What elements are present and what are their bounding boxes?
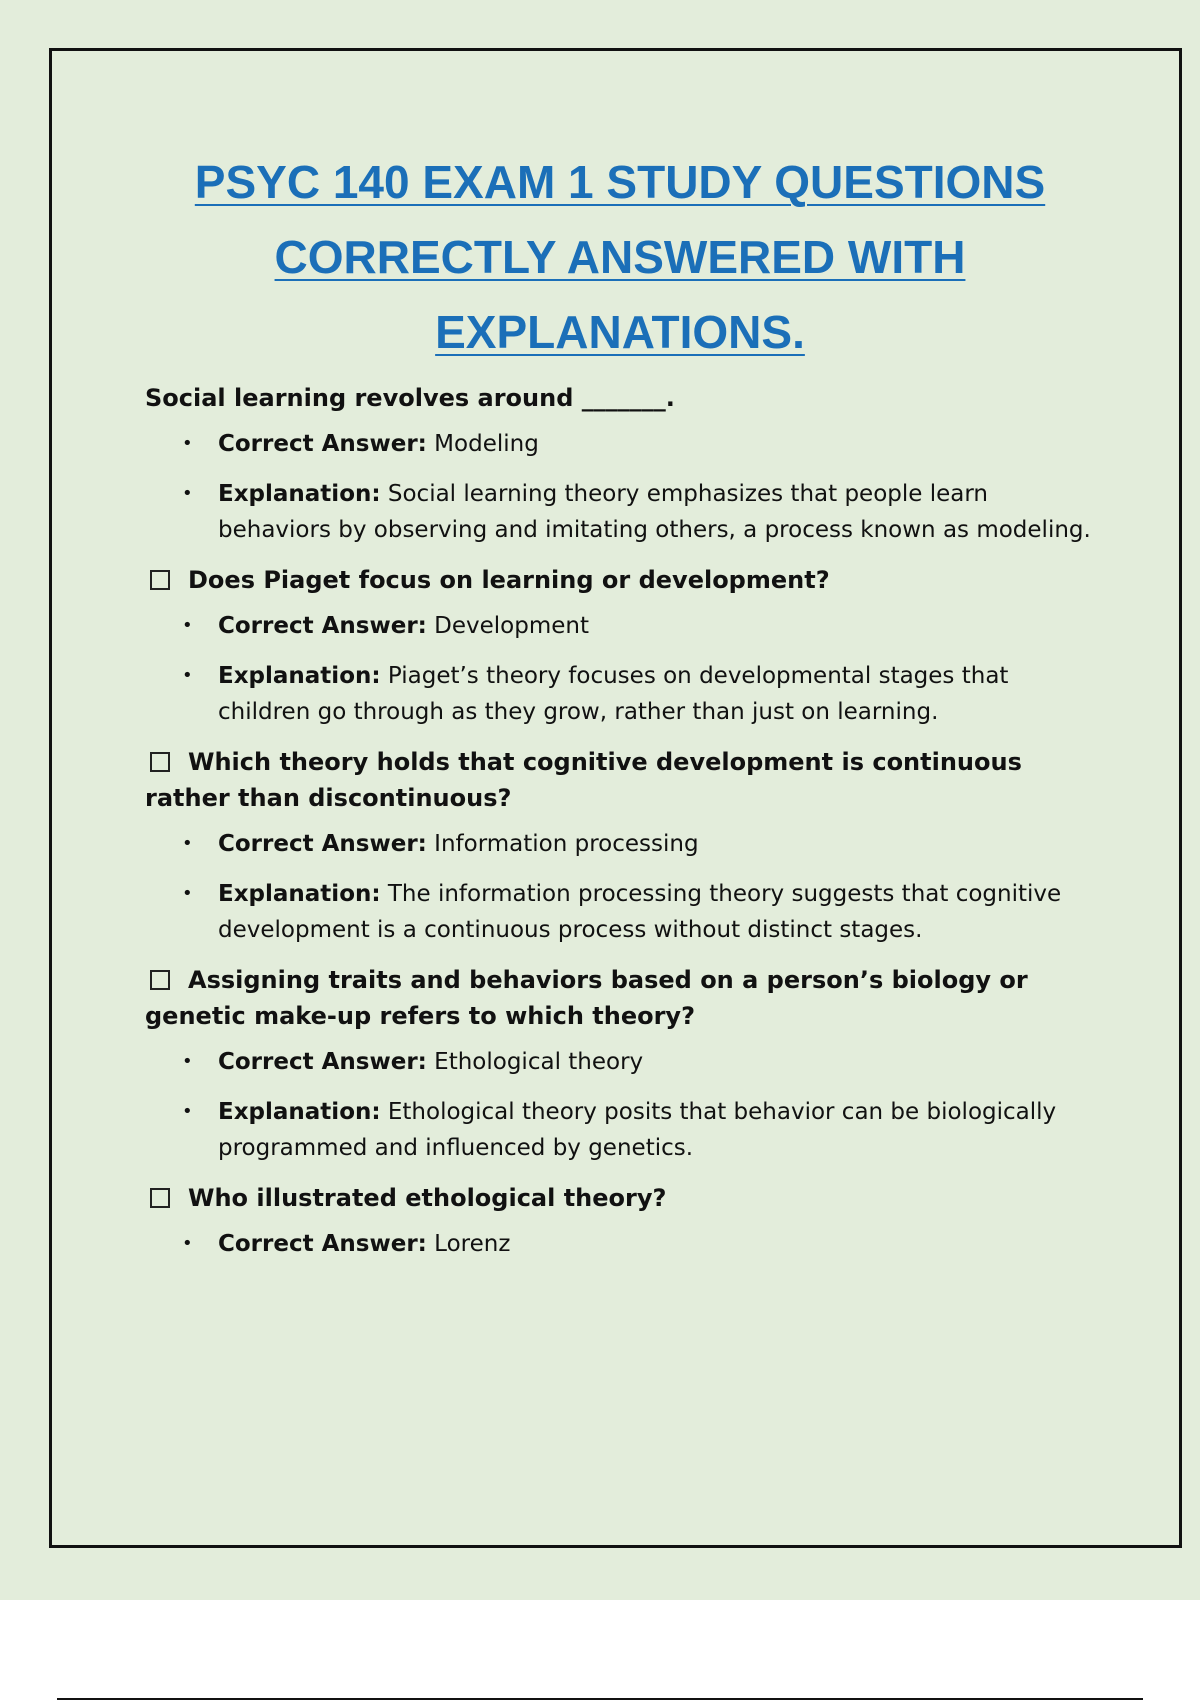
answer-text: Modeling [434,431,539,457]
bullet-icon: • [182,883,193,904]
question-1: Social learning revolves around _______. [145,384,675,412]
explanation-item [145,476,1105,548]
question-text: Who illustrated ethological theory? [188,1184,667,1212]
explanation-label: Explanation: [218,663,381,689]
title-line-2: CORRECTLY ANSWERED WITH [274,231,966,283]
answer-list-4 [145,1044,1105,1166]
answer-label: Correct Answer: [218,1049,427,1075]
explanation-text: Social learning theory emphasizes that people learn behaviors by observing and imitating others, a process known as modeling. [218,481,1091,543]
bullet-icon: • [182,833,193,854]
bullet-icon: • [182,1051,193,1072]
answer-item [145,1226,1105,1262]
answer-list-2 [145,608,1105,730]
question-text: Which theory holds that cognitive development is continuous rather than discontinuous? [145,748,1022,812]
explanation-item [145,658,1105,730]
question-list [145,380,1105,1276]
answer-label: Correct Answer: [218,1231,427,1257]
explanation-label: Explanation: [218,881,381,907]
answer-label: Correct Answer: [218,831,427,857]
title-line-3: EXPLANATIONS. [435,306,805,358]
explanation-label: Explanation: [218,481,381,507]
explanation-text: The information processing theory suggests that cognitive development is a continuous process without distinct stages. [218,881,1062,943]
question-2 [145,562,1105,598]
explanation-text: Piaget’s theory focuses on developmental stages that children go through as they grow, rather than just on learning. [218,663,1009,725]
checkbox-icon [150,570,170,590]
answer-label: Correct Answer: [218,431,427,457]
title-line-1: PSYC 140 EXAM 1 STUDY QUESTIONS [194,156,1046,208]
answer-label: Correct Answer: [218,613,427,639]
bullet-icon: • [182,615,193,636]
bullet-icon: • [182,483,193,504]
answer-list-5 [145,1226,1105,1262]
answer-text: Development [434,613,590,639]
explanation-item [145,876,1105,948]
answer-text: Information processing [434,831,699,857]
answer-list-1 [145,426,1105,548]
question-4 [145,962,1105,1034]
answer-text: Lorenz [434,1231,511,1257]
answer-list-3 [145,826,1105,948]
document-title [120,145,1120,370]
bullet-icon: • [182,1233,193,1254]
answer-text: Ethological theory [434,1049,644,1075]
answer-item [145,1044,1105,1080]
question-text: Does Piaget focus on learning or development? [188,566,830,594]
bullet-icon: • [182,433,193,454]
question-5 [145,1180,1105,1216]
checkbox-icon [150,752,170,772]
explanation-item [145,1094,1105,1166]
checkbox-icon [150,970,170,990]
answer-item [145,608,1105,644]
explanation-text: Ethological theory posits that behavior can be biologically programmed and influenced by genetics. [218,1099,1057,1161]
bullet-icon: • [182,1101,193,1122]
bullet-icon: • [182,665,193,686]
answer-item [145,426,1105,462]
question-text: Assigning traits and behaviors based on a person’s biology or genetic make-up refers to which theory? [145,966,1028,1030]
question-3 [145,744,1105,816]
checkbox-icon [150,1188,170,1208]
answer-item [145,826,1105,862]
explanation-label: Explanation: [218,1099,381,1125]
